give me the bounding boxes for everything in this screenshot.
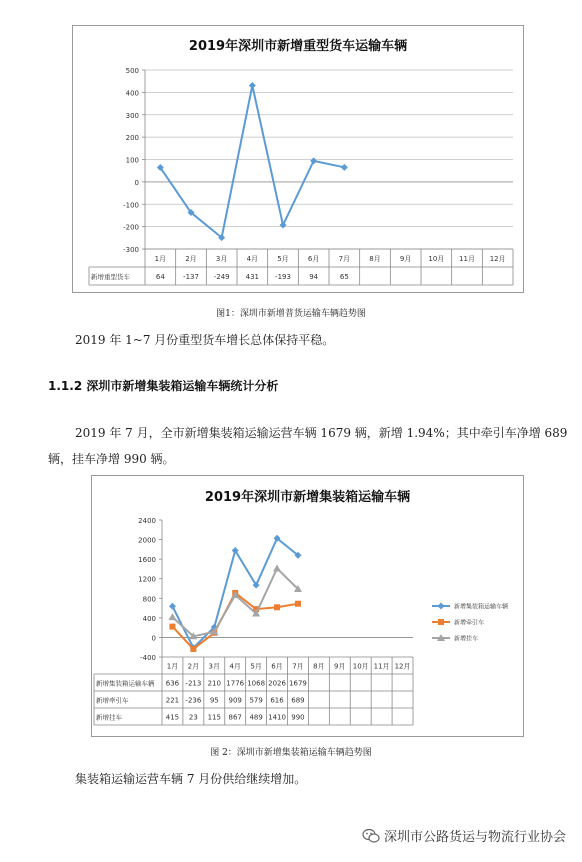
- footer-watermark: [362, 826, 566, 848]
- data-point: [190, 646, 196, 652]
- y-tick-label: 800: [142, 595, 156, 604]
- data-point: [274, 604, 280, 610]
- x-tick-label: 1月: [154, 255, 167, 263]
- table-value: 210: [207, 679, 221, 688]
- table-value: 23: [188, 713, 198, 722]
- x-tick-label: 3月: [215, 255, 228, 263]
- data-point: [169, 624, 175, 630]
- data-point: [295, 601, 301, 607]
- x-tick-label: 12月: [394, 662, 411, 671]
- table-value: 990: [291, 713, 305, 722]
- x-tick-label: 9月: [399, 255, 412, 263]
- table-value: 1679: [289, 679, 307, 688]
- chart1-frame: [72, 25, 524, 293]
- x-tick-label: 6月: [271, 662, 283, 671]
- data-point: [273, 564, 281, 571]
- y-tick-label: 0: [134, 178, 139, 187]
- table-series-label: 新增重型货车: [91, 273, 130, 281]
- chart1-title: 2019年深圳市新增重型货车运输车辆: [188, 39, 408, 54]
- legend-marker: [438, 603, 445, 610]
- series-line: [172, 593, 297, 649]
- y-tick-label: 300: [125, 111, 139, 120]
- table-value: -236: [185, 696, 202, 705]
- series-line: [172, 568, 297, 636]
- table-value: -249: [213, 273, 230, 281]
- table-value: 95: [209, 696, 219, 705]
- data-point: [249, 82, 256, 89]
- y-tick-label: 2400: [138, 517, 156, 525]
- x-tick-label: 6月: [307, 255, 320, 263]
- x-tick-label: 4月: [246, 255, 259, 263]
- chart2-frame: [91, 475, 524, 737]
- table-value: 221: [165, 696, 180, 705]
- x-tick-label: 8月: [313, 662, 325, 671]
- table-value: 115: [207, 713, 221, 722]
- paragraph-1: 2019 年 1~7 月份重型货车增长总体保持平稳。: [75, 333, 335, 347]
- legend-marker: [438, 619, 444, 625]
- table-value: 431: [245, 273, 260, 281]
- y-tick-label: 200: [125, 134, 139, 143]
- y-tick-label: 1600: [138, 556, 156, 565]
- y-tick-label: 500: [125, 67, 139, 75]
- data-point: [310, 157, 317, 164]
- x-tick-label: 5月: [250, 662, 262, 671]
- x-tick-label: 1月: [166, 662, 179, 671]
- legend-label: 新增挂车: [454, 635, 479, 643]
- data-point: [341, 164, 348, 171]
- y-tick-label: 0: [151, 634, 156, 643]
- table-value: -193: [275, 273, 291, 281]
- paragraph-2-line-1: 2019 年 7 月，全市新增集装箱运输运营车辆 1679 辆，新增 1.94%；其中牵引车净增 689: [75, 426, 568, 440]
- x-tick-label: 10月: [352, 662, 369, 671]
- table-series-label: 新增牵引车: [96, 696, 129, 705]
- y-tick-label: 400: [125, 89, 139, 98]
- x-tick-label: 12月: [489, 255, 506, 263]
- x-tick-label: 2月: [187, 662, 200, 671]
- y-tick-label: -200: [123, 223, 139, 232]
- chart2-plot: [92, 476, 523, 736]
- table-series-label: 新增集装箱运输车辆: [96, 679, 155, 688]
- wechat-icon: [362, 828, 380, 848]
- chart2-caption: 图 2：深圳市新增集装箱运输车辆趋势图: [210, 748, 372, 758]
- x-tick-label: 7月: [338, 255, 351, 263]
- paragraph-2-line-2: 辆，挂车净增 990 辆。: [48, 452, 175, 466]
- x-tick-label: 10月: [428, 255, 445, 263]
- y-tick-label: 2000: [138, 536, 156, 545]
- table-value: 2026: [268, 679, 286, 688]
- table-value: 867: [228, 713, 242, 722]
- footer-text: 深圳市公路货运与物流行业协会: [383, 830, 566, 845]
- table-value: 579: [249, 696, 263, 705]
- chart1-caption: 图1：深圳市新增普货运输车辆趋势图: [216, 309, 366, 319]
- table-value: 1776: [226, 679, 245, 688]
- table-value: 489: [249, 713, 263, 722]
- x-tick-label: 5月: [277, 255, 289, 263]
- table-value: 415: [165, 713, 180, 722]
- data-point: [280, 222, 287, 229]
- table-value: 689: [291, 696, 305, 705]
- x-tick-label: 3月: [208, 662, 221, 671]
- table-value: -213: [185, 679, 202, 688]
- y-tick-label: 400: [142, 614, 156, 623]
- table-value: 64: [155, 273, 165, 281]
- table-value: 909: [228, 696, 242, 705]
- data-point: [168, 613, 176, 620]
- y-tick-label: -300: [123, 246, 139, 254]
- x-tick-label: 11月: [373, 662, 390, 671]
- y-tick-label: -400: [140, 654, 156, 662]
- series-line: [160, 85, 344, 237]
- chart2-title: 2019年深圳市新增集装箱运输车辆: [204, 490, 411, 505]
- y-tick-label: 1200: [138, 575, 156, 584]
- data-point: [169, 603, 176, 610]
- x-tick-label: 11月: [459, 255, 475, 263]
- table-value: 636: [165, 679, 180, 688]
- paragraph-3: 集装箱运输运营车辆 7 月份供给继续增加。: [75, 772, 307, 786]
- table-value: 1410: [268, 713, 286, 722]
- x-tick-label: 8月: [369, 255, 381, 263]
- legend-label: 新增集装箱运输车辆: [454, 603, 509, 611]
- table-value: 616: [270, 696, 284, 705]
- table-value: 94: [309, 273, 319, 281]
- x-tick-label: 9月: [334, 662, 346, 671]
- x-tick-label: 2月: [185, 255, 197, 263]
- chart1-plot: [73, 26, 523, 292]
- table-series-label: 新增挂车: [96, 713, 122, 722]
- y-tick-label: -100: [123, 201, 139, 210]
- table-value: -137: [183, 273, 199, 281]
- y-tick-label: 100: [125, 156, 139, 165]
- table-value: 1068: [247, 679, 266, 688]
- section-heading: 1.1.2 深圳市新增集装箱运输车辆统计分析: [48, 379, 279, 393]
- legend-label: 新增牵引车: [454, 619, 485, 627]
- x-tick-label: 7月: [292, 662, 304, 671]
- table-value: 65: [339, 273, 349, 281]
- x-tick-label: 4月: [229, 662, 241, 671]
